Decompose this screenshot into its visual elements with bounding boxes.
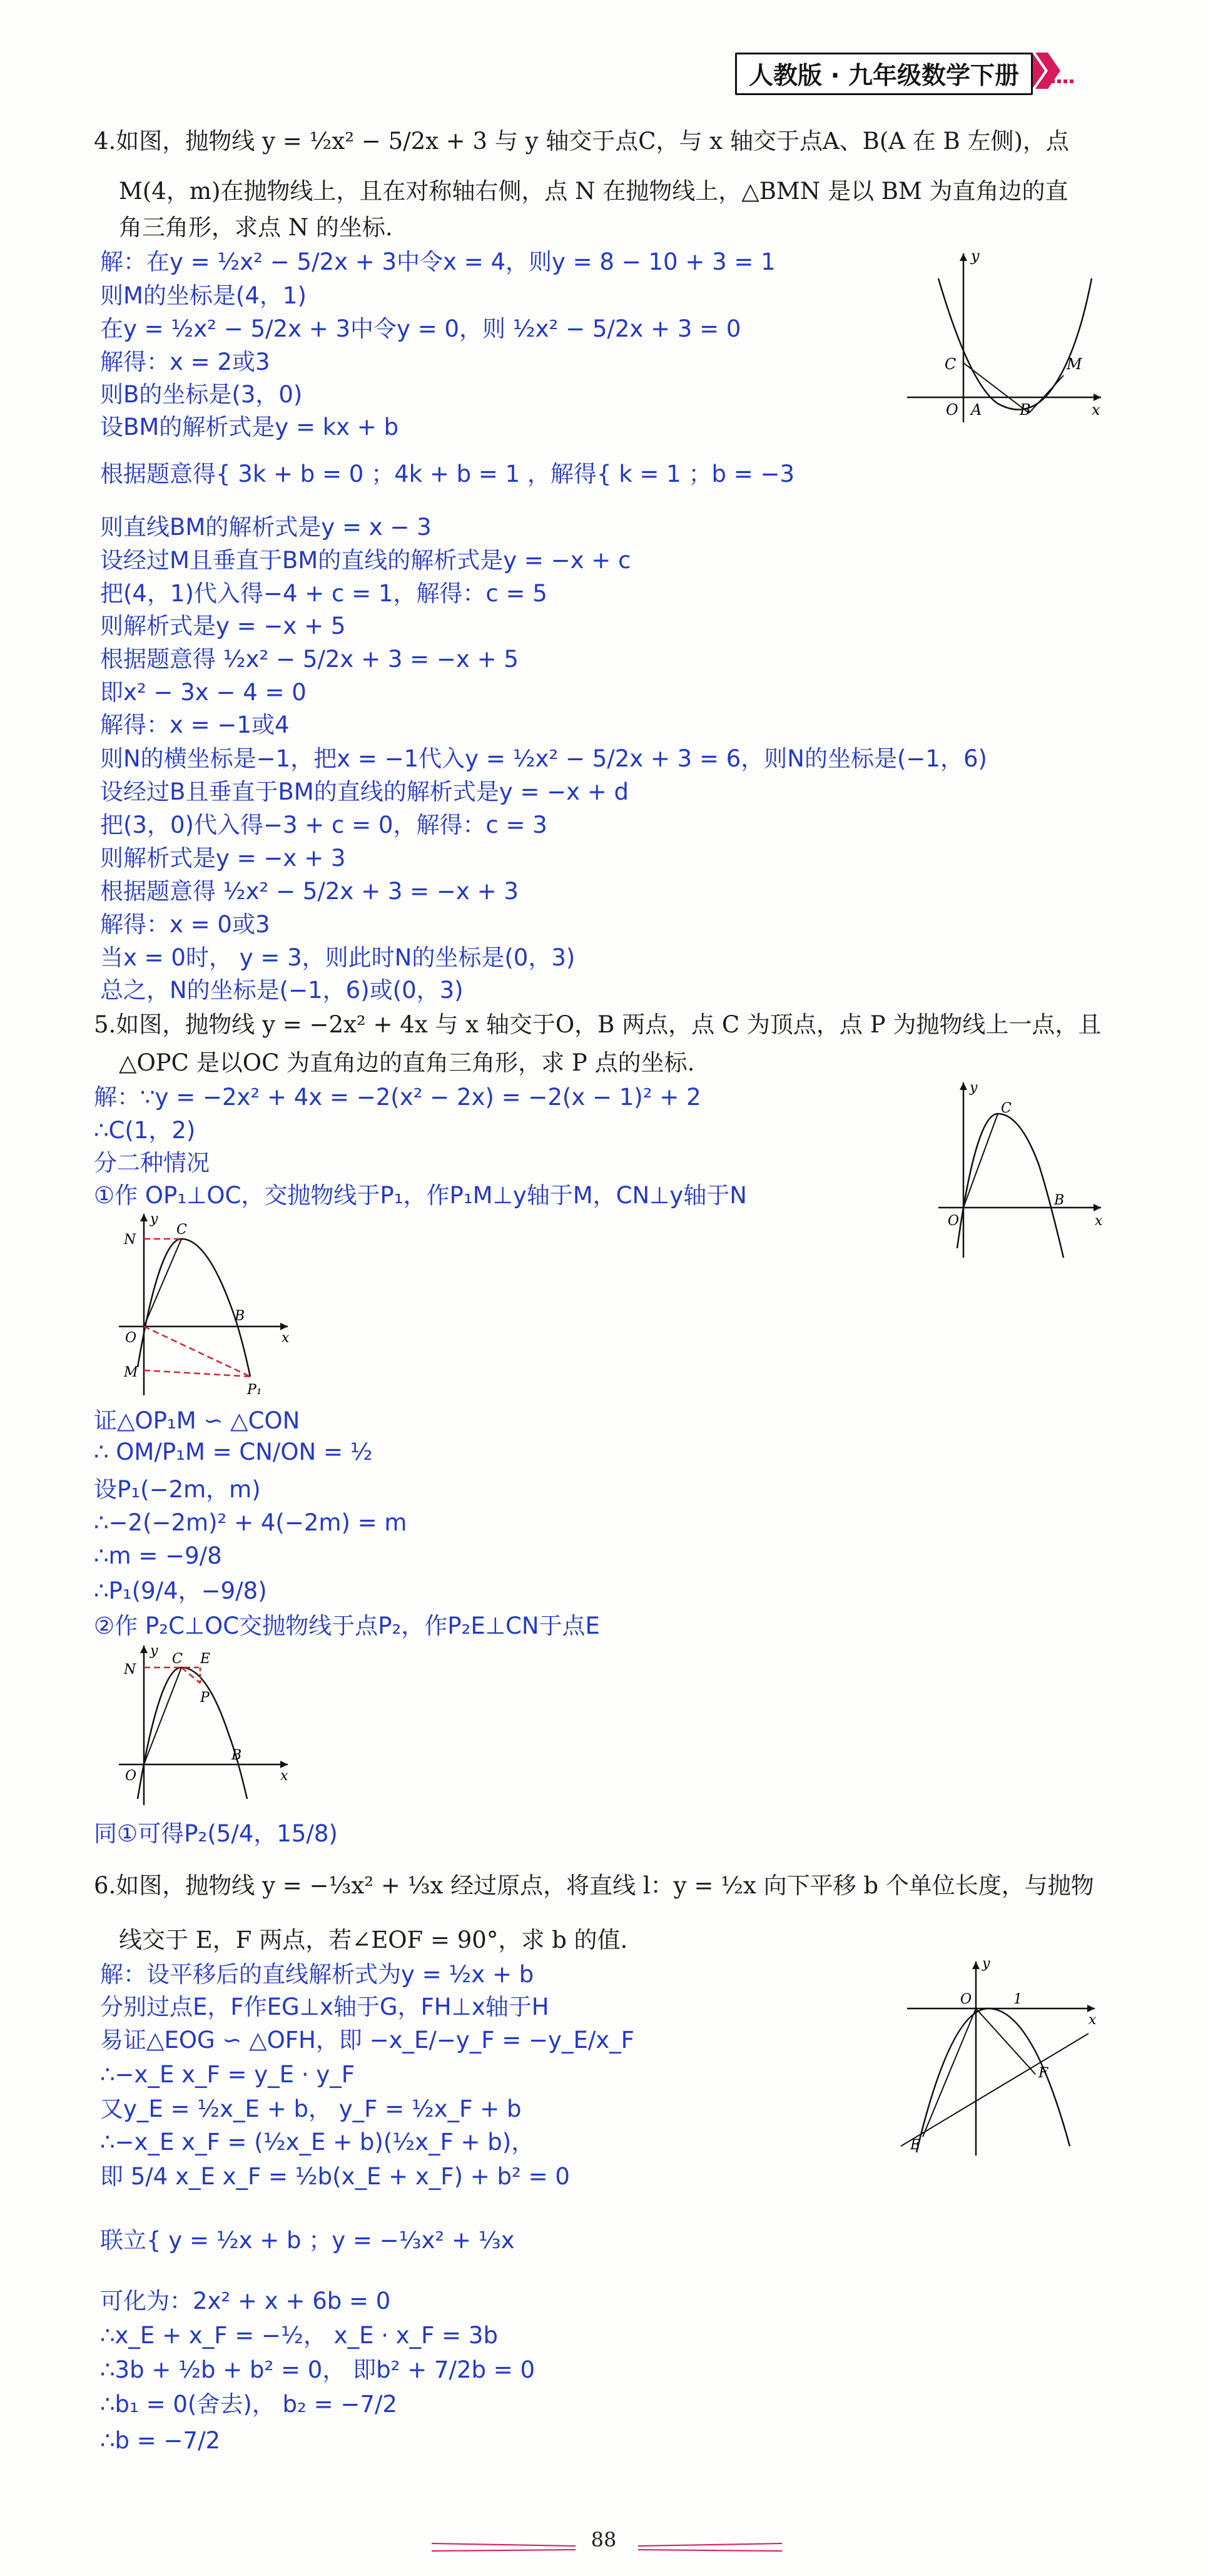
fig6-x-label: x [1089, 2012, 1097, 2028]
figure-problem-5-case-1 [106, 1208, 294, 1402]
text-line: 线交于 E，F 两点，若∠EOF = 90°，求 b 的值. [119, 1927, 628, 1953]
text-line: 设经过M且垂直于BM的直线的解析式是y = −x + c [100, 547, 631, 574]
text-line: 分别过点E，F作EG⊥x轴于G，FH⊥x轴于H [100, 1993, 549, 2020]
fig6-e-label: E [910, 2137, 921, 2153]
text-line: ∴b₁ = 0(舍去)， b₂ = −7/2 [100, 2391, 397, 2418]
fig5b-x-label: x [280, 1768, 288, 1784]
fig4-b-label: B [1020, 401, 1031, 419]
text-line: 则M的坐标是(4，1) [100, 282, 307, 309]
text-line: 解得：x = −1或4 [100, 711, 290, 738]
text-line: ∴C(1，2) [94, 1117, 196, 1144]
text-line: ∴P₁(9/4，−9/8) [94, 1577, 267, 1604]
fig5a-c-label: C [176, 1222, 187, 1238]
text-line: 解：在y = ½x² − 5/2x + 3中令x = 4，则y = 8 − 10 + 3 = 1 [100, 248, 776, 275]
fig4-x-label: x [1092, 401, 1100, 419]
text-line: 即x² − 3x − 4 = 0 [100, 679, 307, 706]
fig4-c-label: C [945, 355, 957, 373]
text-line: 易证△EOG ∽ △OFH，即 −x_E/−y_F = −y_E/x_F [100, 2027, 634, 2054]
text-line: 5.如图，抛物线 y = −2x² + 4x 与 x 轴交于O，B 两点，点 C 为顶点，点 P 为抛物线上一点，且 [94, 1011, 1102, 1038]
text-line: ∴−x_E x_F = y_E · y_F [100, 2061, 355, 2088]
fig6-o-label: O [960, 1992, 972, 2007]
text-line: 又y_E = ½x_E + b， y_F = ½x_F + b [100, 2095, 522, 2122]
page-number: 88 [591, 2528, 617, 2552]
text-line: 则解析式是y = −x + 3 [100, 845, 346, 872]
fig5a-p-label: P₁ [247, 1382, 262, 1398]
text-line: ∴m = −9/8 [94, 1542, 222, 1569]
figure-problem-5-case-2 [106, 1639, 294, 1808]
text-line: 可化为：2x² + x + 6b = 0 [100, 2288, 391, 2314]
fig4-a-label: A [971, 401, 982, 419]
text-line: ①作 OP₁⊥OC，交抛物线于P₁，作P₁M⊥y轴于M，CN⊥y轴于N [94, 1182, 747, 1209]
text-line: 则B的坐标是(3，0) [100, 381, 303, 408]
text-line: ∴−x_E x_F = (½x_E + b)(½x_F + b)， [100, 2129, 535, 2156]
text-line: ②作 P₂C⊥OC交抛物线于点P₂，作P₂E⊥CN于点E [94, 1612, 600, 1639]
text-line: ∴−2(−2m)² + 4(−2m) = m [94, 1509, 407, 1536]
fig5b-e-label: E [200, 1651, 211, 1667]
fig6-y-label: y [982, 1958, 990, 1972]
figure-problem-4 [901, 247, 1107, 429]
fig5-o-label: O [948, 1213, 960, 1229]
fig5a-o-label: O [125, 1330, 137, 1346]
fig5a-m-label: M [124, 1365, 138, 1380]
text-line: 总之，N的坐标是(−1，6)或(0，3) [100, 977, 464, 1004]
text-line: 同①可得P₂(5/4，15/8) [94, 1820, 338, 1847]
fig5b-p-label: P [200, 1690, 210, 1706]
text-line: 4.如图，抛物线 y = ½x² − 5/2x + 3 与 y 轴交于点C，与 x 轴交于点A、B(A 在 B 左侧)，点 [94, 128, 1069, 155]
fig5-x-label: x [1095, 1213, 1103, 1229]
text-line: 根据题意得{ 3k + b = 0 ；4k + b = 1 ，解得{ k = 1 ；b = −3 [100, 461, 795, 487]
fig4-o-label: O [946, 401, 958, 419]
figure-problem-5 [926, 1076, 1107, 1264]
text-line: 设经过B且垂直于BM的直线的解析式是y = −x + d [100, 778, 629, 805]
fig5b-c-label: C [172, 1651, 183, 1667]
text-line: 解：∵y = −2x² + 4x = −2(x² − 2x) = −2(x − 1)² + 2 [94, 1084, 701, 1111]
text-line: M(4，m)在抛物线上，且在对称轴右侧，点 N 在抛物线上，△BMN 是以 BM 为直角边的直 [119, 178, 1068, 205]
text-line: 在y = ½x² − 5/2x + 3中令y = 0，则 ½x² − 5/2x + 3 = 0 [100, 315, 741, 342]
text-line: 角三角形，求点 N 的坐标. [119, 214, 393, 241]
text-line: 解得：x = 0或3 [100, 911, 270, 938]
fig5-y-label: y [970, 1080, 978, 1096]
text-line: ∴x_E + x_F = −½， x_E · x_F = 3b [100, 2322, 498, 2349]
fig5a-y-label: y [150, 1211, 158, 1227]
text-line: 6.如图，抛物线 y = −⅓x² + ⅓x 经过原点，将直线 l：y = ½x 向下平移 b 个单位长度，与抛物 [94, 1872, 1094, 1899]
text-line: 设BM的解析式是y = kx + b [100, 414, 399, 440]
fig5b-y-label: y [150, 1643, 158, 1659]
text-line: 当x = 0时， y = 3，则此时N的坐标是(0，3) [100, 944, 576, 971]
text-line: 把(4，1)代入得−4 + c = 1，解得：c = 5 [100, 580, 547, 607]
fig5b-b-label: B [231, 1748, 242, 1763]
text-line: 则直线BM的解析式是y = x − 3 [100, 514, 432, 541]
fig4-y-label: y [971, 247, 980, 265]
fig4-m-label: M [1067, 355, 1082, 373]
fig5a-x-label: x [282, 1330, 290, 1346]
fig6-one-label: 1 [1013, 1992, 1022, 2007]
fig5-b-label: B [1054, 1193, 1065, 1208]
text-line: 联立{ y = ½x + b ；y = −⅓x² + ⅓x [100, 2227, 515, 2254]
text-line: △OPC 是以OC 为直角边的直角三角形，求 P 点的坐标. [119, 1049, 695, 1076]
text-line: 则解析式是y = −x + 5 [100, 613, 346, 639]
text-line: 则N的横坐标是−1，把x = −1代入y = ½x² − 5/2x + 3 = 6，则N的坐标是(−1，6) [100, 745, 987, 772]
text-line: 解得：x = 2或3 [100, 349, 270, 375]
fig5a-n-label: N [124, 1232, 136, 1248]
text-line: 根据题意得 ½x² − 5/2x + 3 = −x + 5 [100, 646, 519, 673]
figure-problem-6 [888, 1958, 1101, 2159]
fig5a-b-label: B [235, 1308, 245, 1324]
text-line: 分二种情况 [94, 1149, 210, 1176]
text-line: ∴ OM/P₁M = CN/ON = ½ [94, 1438, 373, 1465]
text-line: 设P₁(−2m，m) [94, 1476, 261, 1503]
text-line: ∴b = −7/2 [100, 2427, 221, 2454]
text-line: 根据题意得 ½x² − 5/2x + 3 = −x + 3 [100, 878, 519, 905]
text-line: 把(3，0)代入得−3 + c = 0，解得：c = 3 [100, 812, 547, 838]
text-line: 解：设平移后的直线解析式为y = ½x + b [100, 1961, 534, 1988]
fig5-c-label: C [1001, 1101, 1012, 1116]
fig5b-o-label: O [125, 1768, 137, 1784]
text-line: 证△OP₁M ∽ △CON [94, 1407, 300, 1434]
text-line: ∴3b + ½b + b² = 0， 即b² + 7/2b = 0 [100, 2356, 535, 2383]
fig6-f-label: F [1038, 2065, 1048, 2081]
header-title: 人教版 · 九年级数学下册 [735, 53, 1033, 95]
text-line: 即 5/4 x_E x_F = ½b(x_E + x_F) + b² = 0 [100, 2163, 570, 2190]
fig5b-n-label: N [124, 1662, 136, 1677]
